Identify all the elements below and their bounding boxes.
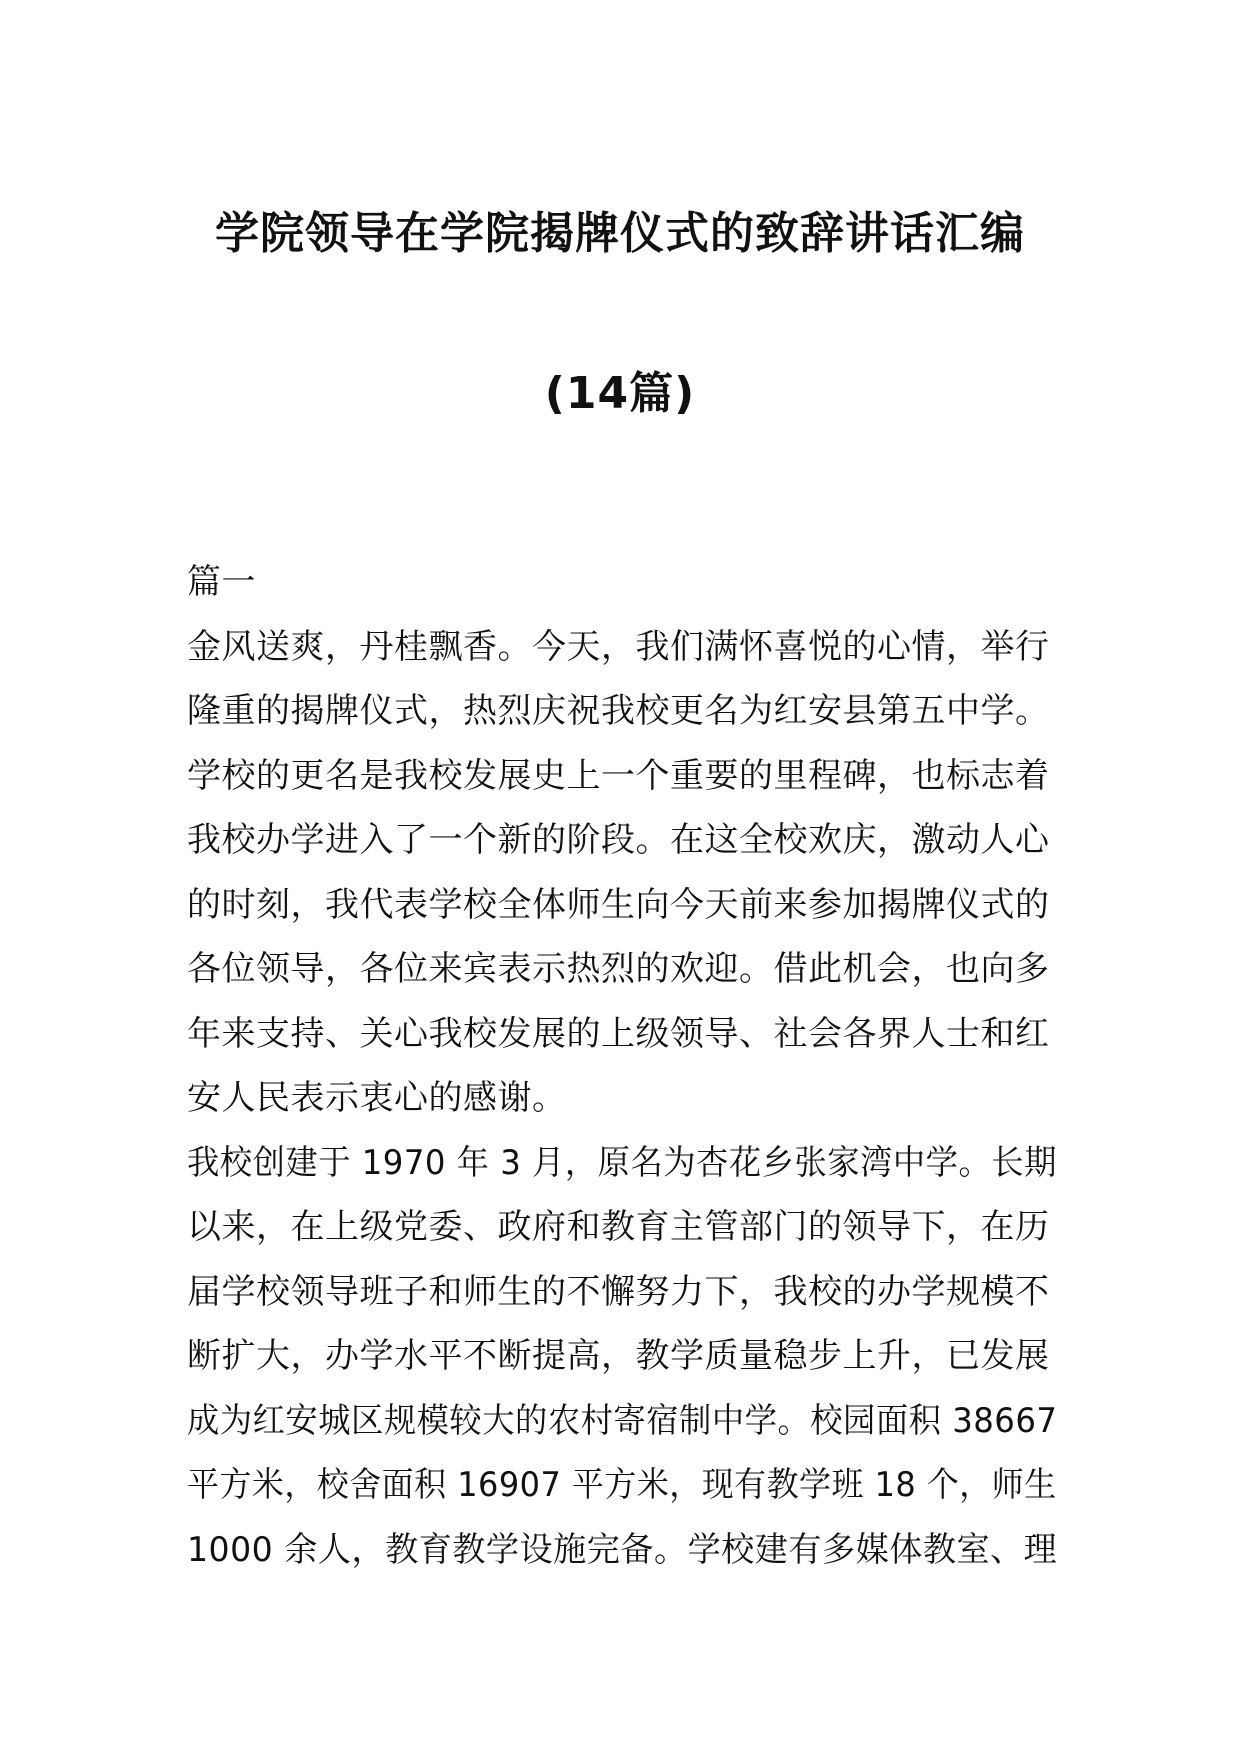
document-title: 学院领导在学院揭牌仪式的致辞讲话汇编 — [215, 208, 1025, 259]
body-line: 各位领导，各位来宾表示热烈的欢迎。借此机会，也向多 — [187, 949, 1050, 989]
body-line: 成为红安城区规模较大的农村寄宿制中学。校园面积 38667 — [187, 1400, 1058, 1441]
body-line: 隆重的揭牌仪式，热烈庆祝我校更名为红安县第五中学。 — [187, 691, 1050, 731]
body-line: 1000 余人，教育教学设施完备。学校建有多媒体教室、理 — [187, 1529, 1058, 1570]
document-subtitle: (14篇) — [544, 368, 696, 419]
body-line: 学校的更名是我校发展史上一个重要的里程碑，也标志着 — [187, 755, 1050, 796]
body-line: 断扩大，办学水平不断提高，教学质量稳步上升，已发展 — [187, 1336, 1050, 1376]
body-line: 金风送爽，丹桂飘香。今天，我们满怀喜悦的心情，举行 — [187, 626, 1050, 667]
body-line: 年来支持、关心我校发展的上级领导、社会各界人士和红 — [187, 1013, 1050, 1054]
body-line: 我校办学进入了一个新的阶段。在这全校欢庆，激动人心 — [187, 820, 1050, 860]
section-label: 篇一 — [187, 562, 256, 602]
body-line: 平方米，校舍面积 16907 平方米，现有教学班 18 个，师生 — [187, 1465, 1057, 1505]
document-body — [187, 550, 1057, 1582]
body-line: 我校创建于 1970 年 3 月，原名为杏花乡张家湾中学。长期 — [187, 1142, 1057, 1183]
body-line: 以来，在上级党委、政府和教育主管部门的领导下，在历 — [187, 1207, 1050, 1247]
body-line: 安人民表示衷心的感谢。 — [187, 1078, 567, 1118]
body-line: 届学校领导班子和师生的不懈努力下，我校的办学规模不 — [187, 1271, 1050, 1312]
body-line: 的时刻，我代表学校全体师生向今天前来参加揭牌仪式的 — [187, 884, 1050, 925]
